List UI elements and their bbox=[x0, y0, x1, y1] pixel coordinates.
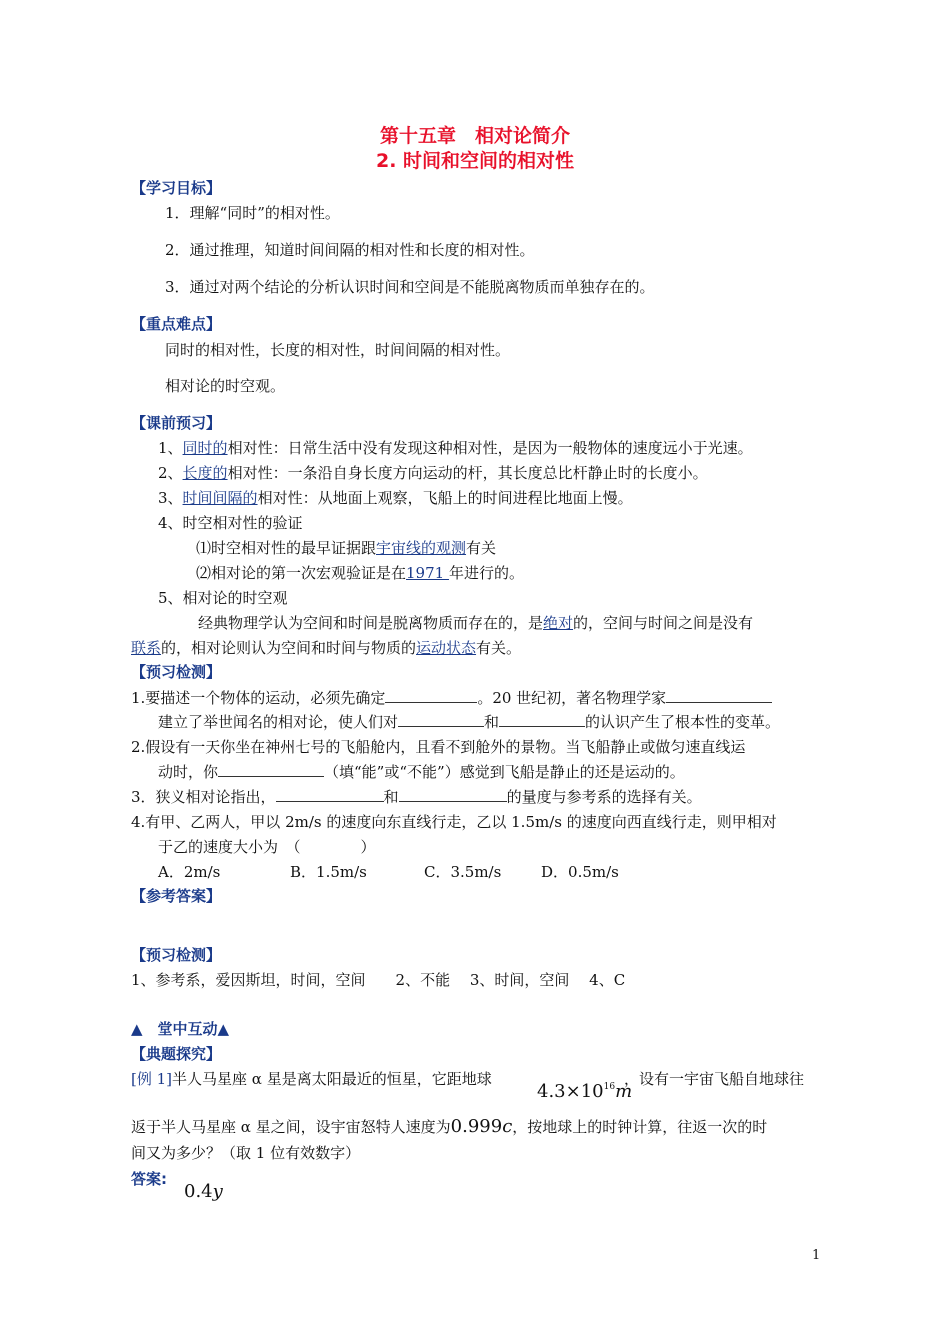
question-text: 建立了举世闻名的相对论，使人们对 bbox=[158, 713, 399, 731]
question-text: 的量度与参考系的选择有关。 bbox=[506, 788, 702, 806]
preview-item-1 bbox=[158, 438, 753, 458]
preview-item-2 bbox=[158, 463, 708, 483]
keypoints-heading: 【重点难点】 bbox=[131, 315, 222, 333]
option-c[interactable]: C．3.5m/s bbox=[424, 863, 502, 881]
option-d[interactable]: D．0.5m/s bbox=[541, 863, 619, 881]
speed-formula bbox=[451, 1116, 513, 1137]
question-4-line-1: 4.有甲、乙两人，甲以 2m/s 的速度向东直线行走，乙以 1.5m/s 的速度向西直线行走，则甲相对 bbox=[131, 813, 777, 831]
goal-item-2: 2．通过推理，知道时间间隔的相对性和长度的相对性。 bbox=[165, 241, 535, 259]
item-text: 经典物理学认为空间和时间是脱离物质而存在的，是 bbox=[198, 614, 544, 632]
answer-underlined: 运动状态 bbox=[416, 639, 477, 657]
item-text: ⑵相对论的第一次宏观验证是在 bbox=[196, 564, 407, 582]
lesson-title: 2. 时间和空间的相对性 bbox=[375, 150, 575, 172]
question-text: 和 bbox=[484, 713, 500, 731]
example-text: 半人马星座 α 星是离太阳最近的恒星，它距地球 bbox=[172, 1070, 492, 1088]
answer-underlined: 联系 bbox=[131, 639, 162, 657]
question-2-line-2 bbox=[158, 762, 685, 782]
question-4-line-2: 于乙的速度大小为 （ ） bbox=[158, 838, 376, 856]
answer-underlined: 宇宙线的观测 bbox=[376, 539, 467, 557]
answer-underlined: 绝对 bbox=[543, 614, 574, 632]
goals-heading: 【学习目标】 bbox=[131, 179, 222, 197]
preview-item-5: 5、相对论的时空观 bbox=[158, 589, 288, 607]
power-base: ×10 bbox=[565, 1081, 604, 1102]
answer-underlined: 长度的 bbox=[182, 464, 228, 482]
coefficient: 0.999 bbox=[450, 1116, 503, 1137]
preview-item-5-line-1 bbox=[198, 613, 753, 633]
goal-item-1: 1．理解“同时”的相对性。 bbox=[165, 204, 340, 222]
answer-value bbox=[184, 1182, 223, 1202]
preview-item-4a bbox=[196, 538, 496, 558]
item-text: 的，空间与时间之间是没有 bbox=[573, 614, 754, 632]
question-text: 和 bbox=[383, 788, 399, 806]
item-number: 1、 bbox=[158, 439, 183, 457]
answer-underlined: 同时的 bbox=[182, 439, 228, 457]
fill-blank[interactable] bbox=[399, 787, 507, 802]
check-heading: 【预习检测】 bbox=[131, 663, 222, 681]
example-1-line-3: 间又为多少？（取 1 位有效数字） bbox=[131, 1144, 361, 1162]
option-b[interactable]: B．1.5m/s bbox=[290, 863, 367, 881]
fill-blank[interactable] bbox=[218, 762, 324, 777]
item-text: 年进行的。 bbox=[448, 564, 524, 582]
item-number: 2、 bbox=[158, 464, 183, 482]
answer-number: 0.4 bbox=[184, 1181, 213, 1202]
question-1-line-2 bbox=[158, 712, 780, 732]
fill-blank[interactable] bbox=[398, 712, 484, 727]
goal-item-3: 3．通过对两个结论的分析认识时间和空间是不能脱离物质而单独存在的。 bbox=[165, 278, 655, 296]
preview-item-4: 4、时空相对性的验证 bbox=[158, 514, 303, 532]
classroom-heading: ▲ 堂中互动▲ bbox=[131, 1020, 230, 1038]
item-text: 相对性：从地面上观察，飞船上的时间进程比地面上慢。 bbox=[257, 489, 633, 507]
answers-text: 1、参考系，爱因斯坦，时间，空间 2、不能 3、时间，空间 4、C bbox=[131, 971, 626, 989]
question-text: 1.要描述一个物体的运动，必须先确定 bbox=[131, 689, 386, 707]
example-1-line-1 bbox=[131, 1069, 492, 1089]
example-text: ，按地球上的时钟计算，往返一次的时 bbox=[512, 1118, 768, 1136]
chapter-title: 第十五章 相对论简介 bbox=[379, 125, 570, 147]
question-1-line-1 bbox=[131, 688, 772, 708]
question-text: 动时，你 bbox=[158, 763, 219, 781]
fill-blank[interactable] bbox=[276, 787, 384, 802]
answer-underlined: 时间间隔的 bbox=[182, 489, 258, 507]
preview-item-5-line-2 bbox=[131, 638, 521, 658]
preview-heading: 【课前预习】 bbox=[131, 414, 222, 432]
distance-formula bbox=[537, 1077, 632, 1102]
unit: m bbox=[615, 1081, 633, 1102]
unit: c bbox=[502, 1116, 513, 1137]
answer-underlined: 1971 bbox=[406, 564, 449, 582]
question-text: 3．狭义相对论指出， bbox=[131, 788, 276, 806]
example-1-line-2 bbox=[131, 1117, 767, 1137]
item-number: 3、 bbox=[158, 489, 183, 507]
question-text: 的认识产生了根本性的变革。 bbox=[585, 713, 781, 731]
item-text: 的，相对论则认为空间和时间与物质的 bbox=[161, 639, 417, 657]
question-text: 。20 世纪初，著名物理学家 bbox=[477, 689, 667, 707]
preview-item-3 bbox=[158, 488, 633, 508]
question-2-line-1: 2.假设有一天你坐在神州七号的飞船舱内，且看不到舱外的景物。当飞船静止或做匀速直线运 bbox=[131, 738, 746, 756]
fill-blank[interactable] bbox=[499, 712, 585, 727]
item-text: 相对性：日常生活中没有发现这种相对性，是因为一般物体的速度远小于光速。 bbox=[227, 439, 753, 457]
fill-blank[interactable] bbox=[385, 688, 477, 703]
exponent: 16 bbox=[603, 1082, 616, 1092]
example-tag: [例 1] bbox=[131, 1070, 173, 1088]
typical-heading: 【典题探究】 bbox=[131, 1045, 222, 1063]
fill-blank[interactable] bbox=[666, 688, 772, 703]
keypoint-item-2: 相对论的时空观。 bbox=[165, 377, 286, 395]
item-text: 有关。 bbox=[476, 639, 522, 657]
page-number: 1 bbox=[812, 1248, 821, 1263]
item-text: ⑴时空相对性的最早证据跟 bbox=[196, 539, 377, 557]
option-a[interactable]: A．2m/s bbox=[158, 863, 221, 881]
question-3 bbox=[131, 787, 702, 807]
preview-item-4b bbox=[196, 563, 524, 583]
keypoint-item-1: 同时的相对性，长度的相对性，时间间隔的相对性。 bbox=[165, 341, 511, 359]
answers-heading: 【参考答案】 bbox=[131, 887, 222, 905]
item-text: 相对性：一条沿自身长度方向运动的杆，其长度总比杆静止时的长度小。 bbox=[227, 464, 708, 482]
example-1-line-1-tail: ，设有一宇宙飞船自地球往 bbox=[624, 1070, 805, 1088]
answer-label: 答案: bbox=[131, 1170, 167, 1188]
coefficient: 4.3 bbox=[537, 1081, 566, 1102]
example-text: 返于半人马星座 α 星之间，设宇宙怒特人速度为 bbox=[131, 1118, 451, 1136]
item-text: 有关 bbox=[466, 539, 497, 557]
answers-sub-heading: 【预习检测】 bbox=[131, 946, 222, 964]
question-text: （填“能”或“不能”）感觉到飞船是静止的还是运动的。 bbox=[324, 763, 685, 781]
answer-unit: y bbox=[212, 1181, 223, 1202]
